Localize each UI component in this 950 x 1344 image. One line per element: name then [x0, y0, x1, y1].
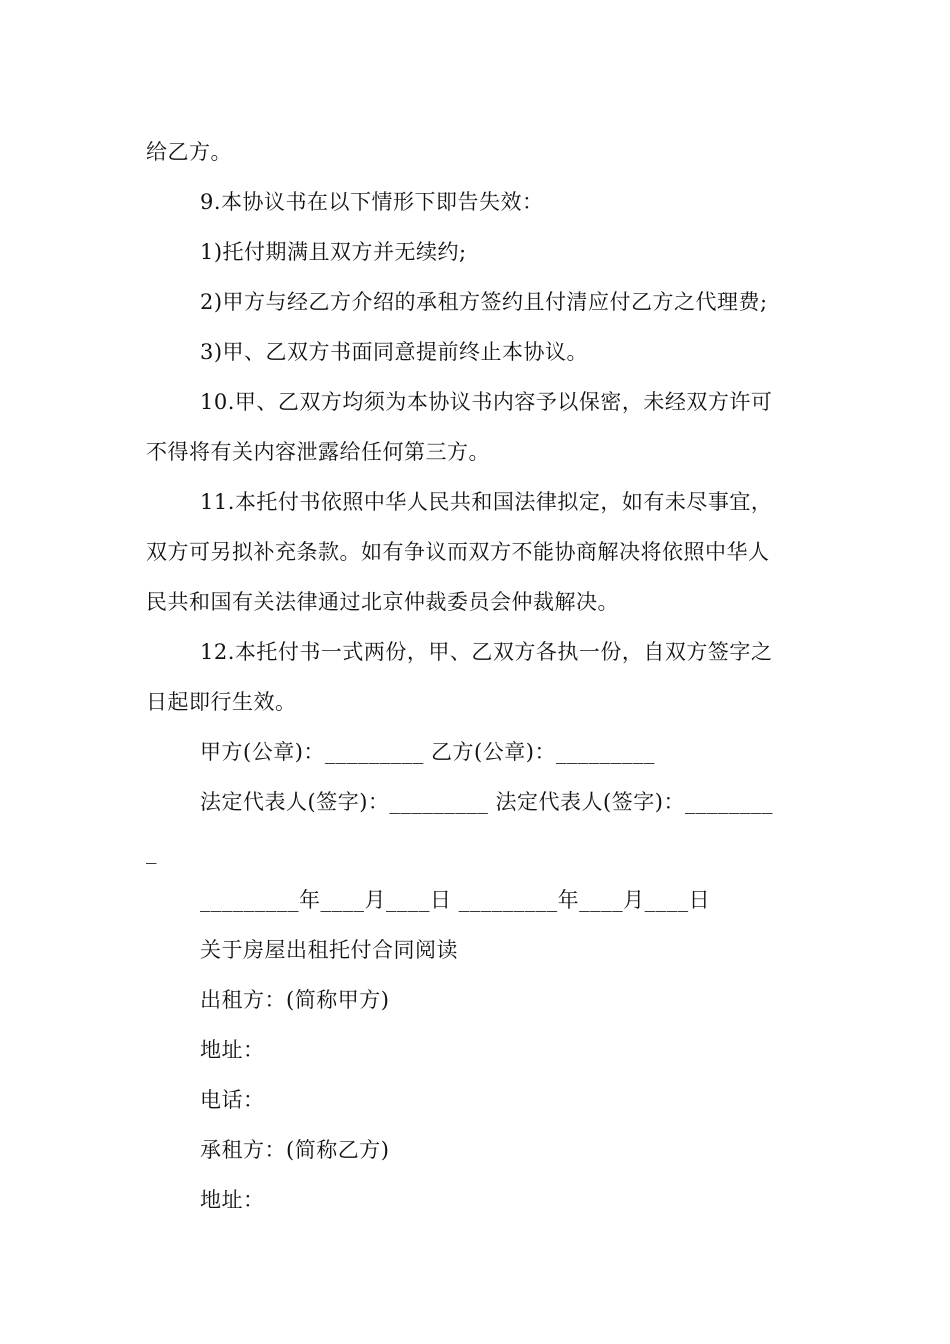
clause-10: 10.甲、乙双方均须为本协议书内容予以保密，未经双方许可	[200, 390, 773, 414]
lessor-label: 出租方：(简称甲方)	[200, 988, 390, 1012]
clause-11: 11.本托付书依照中华人民共和国法律拟定，如有未尽事宜，	[200, 490, 773, 514]
clause-9-item-1: 1)托付期满且双方并无续约;	[200, 240, 467, 264]
clause-9-item-2: 2)甲方与经乙方介绍的承租方签约且付清应付乙方之代理费;	[200, 290, 768, 314]
clause-12: 12.本托付书一式两份，甲、乙双方各执一份，自双方签字之	[200, 640, 773, 664]
lessee-label: 承租方：(简称乙方)	[200, 1138, 390, 1162]
lessor-address-label: 地址：	[200, 1038, 265, 1062]
text-line: 给乙方。	[146, 140, 232, 164]
clause-11-cont-1: 双方可另拟补充条款。如有争议而双方不能协商解决将依照中华人	[146, 540, 770, 564]
clause-9: 9.本协议书在以下情形下即告失效：	[200, 190, 544, 214]
clause-10-cont: 不得将有关内容泄露给任何第三方。	[146, 440, 490, 464]
representative-signature-line: 法定代表人(签字)：_________ 法定代表人(签字)：________	[200, 790, 773, 814]
clause-11-cont-2: 民共和国有关法律通过北京仲裁委员会仲裁解决。	[146, 590, 619, 614]
lessee-address-label: 地址：	[200, 1188, 265, 1212]
clause-12-cont: 日起即行生效。	[146, 690, 297, 714]
lessor-phone-label: 电话：	[200, 1088, 265, 1112]
clause-9-item-3: 3)甲、乙双方书面同意提前终止本协议。	[200, 340, 589, 364]
signature-line-wrap: _	[146, 840, 157, 864]
date-line: _________年____月____日 _________年____月____日	[200, 888, 711, 912]
seal-line: 甲方(公章)：_________ 乙方(公章)：_________	[200, 740, 655, 764]
section-title: 关于房屋出租托付合同阅读	[200, 938, 458, 962]
